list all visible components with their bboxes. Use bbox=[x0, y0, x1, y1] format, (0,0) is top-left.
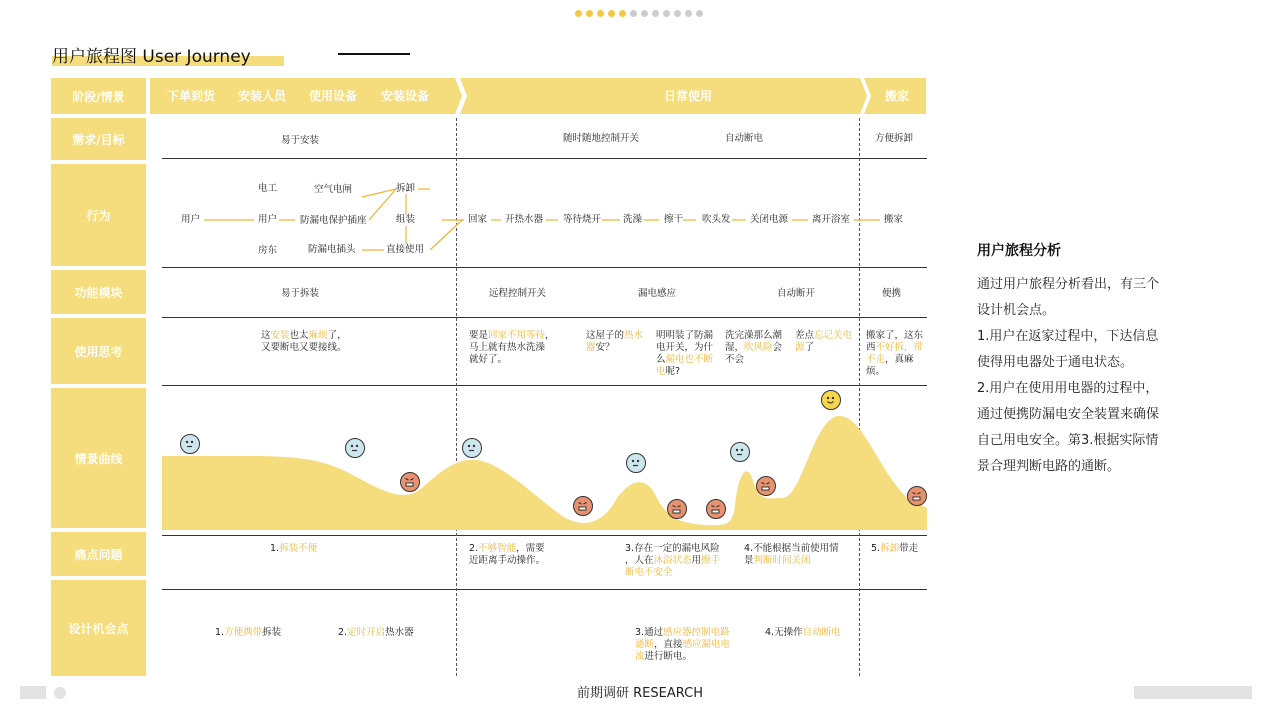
thought-5: 洗完澡那么潮 湿，吹风险会 不会 bbox=[725, 330, 783, 365]
footer-label: 前期调研 RESEARCH bbox=[577, 686, 703, 701]
module-leak-sense: 漏电感应 bbox=[638, 288, 677, 299]
phase-installer: 安装人员 bbox=[238, 89, 287, 103]
phase-moving: 搬家 bbox=[885, 89, 910, 103]
pain-1: 1.拆装不便 bbox=[270, 543, 318, 554]
row-label-needs: 需求/目标 bbox=[51, 118, 146, 160]
module-remote: 远程控制开关 bbox=[489, 288, 547, 299]
opportunity-2: 2.定时开启热水器 bbox=[338, 627, 414, 638]
module-portable: 便携 bbox=[882, 288, 902, 299]
behavior-user: 用户 bbox=[181, 214, 201, 225]
behavior-step: 擦干 bbox=[664, 214, 684, 225]
module-auto-off: 自动断开 bbox=[777, 288, 816, 299]
behavior-step: 离开浴室 bbox=[812, 214, 851, 225]
phase-daily-use: 日常使用 bbox=[664, 89, 713, 103]
neutral-face-icon bbox=[345, 438, 365, 458]
pain-4: 4.不能根据当前使用情 景判断时间关闭 bbox=[744, 543, 839, 566]
pagination-dots bbox=[575, 10, 703, 17]
emotion-area bbox=[162, 416, 927, 530]
row-label-curve: 情景曲线 bbox=[51, 388, 146, 528]
opportunity-1: 1.方便携带拆装 bbox=[215, 627, 282, 638]
behavior-direct-use: 直接使用 bbox=[386, 244, 425, 255]
pagination-dot[interactable] bbox=[575, 10, 582, 17]
row-label-pain: 痛点问题 bbox=[51, 532, 146, 576]
pagination-dot[interactable] bbox=[597, 10, 604, 17]
angry-face-icon bbox=[400, 472, 420, 492]
pagination-dot[interactable] bbox=[630, 10, 637, 17]
happy-face-icon bbox=[821, 390, 841, 410]
divider bbox=[162, 535, 927, 536]
need-easy-install: 易于安装 bbox=[281, 135, 320, 146]
behavior-electrician: 电工 bbox=[258, 183, 278, 194]
pagination-dot[interactable] bbox=[652, 10, 659, 17]
opportunity-3: 3.通过感应器控制电路 通断，直接感应漏电电 流进行断电。 bbox=[635, 627, 731, 662]
thought-3: 这屋子的热水 器安？ bbox=[586, 330, 644, 353]
thought-4: 明明装了防漏 电开关，为什 么漏电也不断 电呢? bbox=[656, 330, 714, 377]
row-label-behavior: 行为 bbox=[51, 164, 146, 266]
angry-face-icon bbox=[573, 496, 593, 516]
thought-1: 这安装也太麻烦了， 又要断电又要接线。 bbox=[261, 330, 347, 353]
angry-face-icon bbox=[706, 499, 726, 519]
thought-7: 搬家了，这东 西不好拆，带 不走，真麻烦。 bbox=[866, 330, 924, 377]
behavior-step: 吹头发 bbox=[702, 214, 731, 225]
pain-2: 2.不够智能，需要 近距离手动操作。 bbox=[469, 543, 546, 566]
angry-face-icon bbox=[907, 486, 927, 506]
behavior-socket: 防漏电保护插座 bbox=[300, 215, 367, 226]
behavior-step: 洗澡 bbox=[623, 214, 643, 225]
module-easy-install: 易于拆装 bbox=[281, 288, 320, 299]
row-label-thoughts: 使用思考 bbox=[51, 318, 146, 384]
neutral-face-icon bbox=[462, 438, 482, 458]
row-label-opportunity: 设计机会点 bbox=[51, 580, 146, 676]
pain-5: 5.拆卸带走 bbox=[871, 543, 919, 554]
phase-install-device: 安装设备 bbox=[381, 89, 430, 103]
behavior-step: 关闭电源 bbox=[750, 214, 789, 225]
divider bbox=[162, 385, 927, 386]
pagination-dot[interactable] bbox=[685, 10, 692, 17]
pagination-dot[interactable] bbox=[663, 10, 670, 17]
pagination-dot[interactable] bbox=[619, 10, 626, 17]
behavior-step: 开热水器 bbox=[505, 214, 544, 225]
angry-face-icon bbox=[756, 476, 776, 496]
behavior-assemble: 组装 bbox=[396, 214, 416, 225]
divider bbox=[162, 267, 927, 268]
need-easy-detach: 方便拆卸 bbox=[875, 133, 914, 144]
neutral-face-icon bbox=[180, 434, 200, 454]
pagination-dot[interactable] bbox=[641, 10, 648, 17]
phase-use-device: 使用设备 bbox=[309, 89, 358, 103]
pagination-dot[interactable] bbox=[608, 10, 615, 17]
behavior-plug: 防漏电插头 bbox=[308, 244, 356, 255]
pagination-dot[interactable] bbox=[674, 10, 681, 17]
need-auto-off: 自动断电 bbox=[725, 133, 764, 144]
pagination-dot[interactable] bbox=[586, 10, 593, 17]
analysis-body: 通过用户旅程分析看出，有三个 设计机会点。 1.用户在返家过程中，下达信息 使得用电器处于通电状态。 2.用户在使用用电器的过程中， 通过便携防漏电安全装置来确保 自己用电安全。第3.根据实际情 景合理判断电路的通断。 bbox=[977, 277, 1160, 474]
phase-order: 下单到货 bbox=[167, 89, 216, 103]
analysis-title: 用户旅程分析 bbox=[977, 243, 1061, 259]
behavior-user2: 用户 bbox=[258, 214, 278, 225]
behavior-step: 等待烧开 bbox=[563, 214, 602, 225]
neutral-face-icon bbox=[730, 442, 750, 462]
row-label-phase: 阶段/情景 bbox=[51, 78, 146, 114]
divider bbox=[162, 317, 927, 318]
neutral-face-icon bbox=[626, 453, 646, 473]
behavior-landlord: 房东 bbox=[258, 245, 278, 256]
behavior-step: 回家 bbox=[468, 214, 488, 225]
pagination-dot[interactable] bbox=[696, 10, 703, 17]
row-label-modules: 功能模块 bbox=[51, 270, 146, 314]
angry-face-icon bbox=[667, 499, 687, 519]
behavior-detach: 拆卸 bbox=[396, 183, 416, 194]
need-remote-control: 随时随地控制开关 bbox=[563, 133, 640, 144]
emotion-curve bbox=[162, 388, 927, 533]
thought-2: 要是回家不用等待， 马上就有热水洗澡 就好了。 bbox=[469, 330, 555, 365]
opportunity-4: 4.无操作自动断电 bbox=[765, 627, 841, 638]
divider bbox=[162, 158, 927, 159]
behavior-air-switch: 空气电闸 bbox=[314, 184, 353, 195]
behavior-moving: 搬家 bbox=[884, 214, 904, 225]
page-title: 用户旅程图 User Journey bbox=[52, 42, 251, 67]
divider bbox=[162, 589, 927, 590]
thought-6: 差点忘记关电 源了 bbox=[795, 330, 853, 353]
pain-3: 3.存在一定的漏电风险 ，人在沐浴状态用擦手 断电不安全 bbox=[625, 543, 721, 578]
